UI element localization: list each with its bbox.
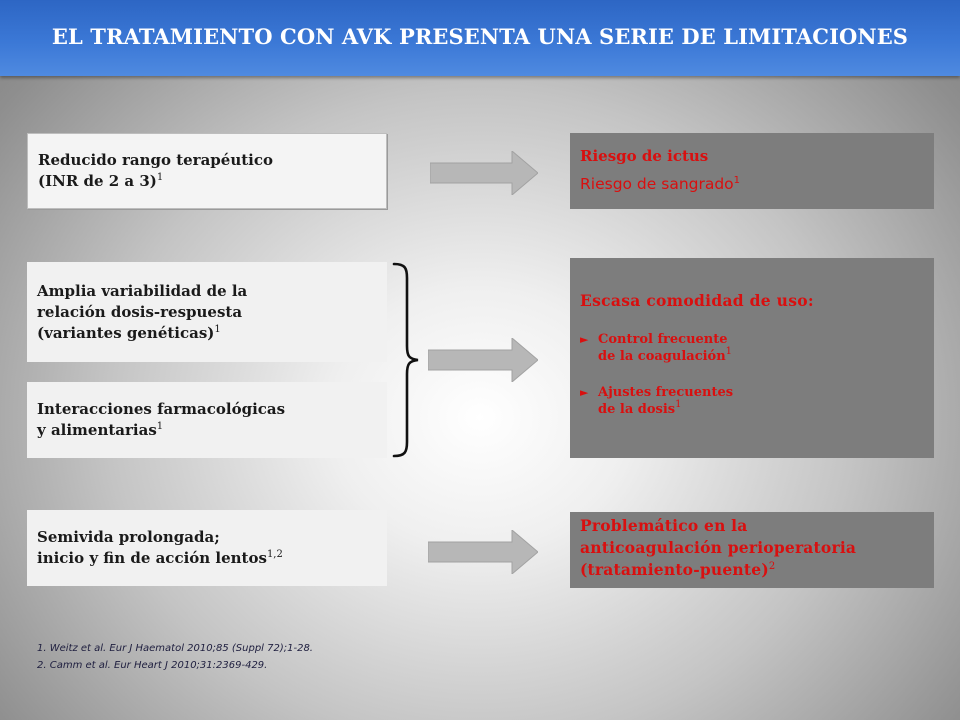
reference-item: 2. Camm et al. Eur Heart J 2010;31:2369-429. [37,660,268,671]
reference-item: 1. Weitz et al. Eur J Haematol 2010;85 (Suppl 72);1-28. [37,643,313,654]
limitation-variability-box [27,262,387,362]
reference-marker: 1 [733,175,741,186]
consequence-convenience-box [570,258,934,458]
arrow-right-icon [430,151,538,195]
references [37,640,313,674]
reference-marker: 2 [768,561,776,572]
limitation-interactions-line2: y alimentarias$^1$ [37,421,164,439]
perioperative-text: Problemático en la anticoagulación perioperatoria (tratamiento-puente)$^2$ [580,516,857,579]
limitation-half-life-line2: inicio y fin de acción lentos$^{1,2}$ [37,549,283,567]
limitation-narrow-range-line2: (INR de 2 a 3)$^1$ [38,172,164,190]
triangle-bullet-icon: ► [580,386,589,399]
arrow-right-icon [428,530,538,574]
curly-brace-icon [392,262,422,458]
limitation-variability-line2: relación dosis-respuesta [37,302,243,321]
reference-marker: 1 [214,323,221,335]
triangle-bullet-icon: ► [580,333,589,346]
limitation-narrow-range-box [27,133,387,209]
bleeding-risk-text: Riesgo de sangrado$^1$ [580,175,741,193]
reference-marker: 1 [156,421,164,432]
convenience-title: Escasa comodidad de uso: [580,291,814,310]
reference-marker: 1,2 [266,549,283,560]
limitation-half-life-line1: Semivida prolongada; [37,528,220,546]
arrow-right-icon [428,338,538,382]
consequence-bleeding-risk-box [570,133,934,209]
title-bar [0,0,960,76]
limitation-variability-line3: (variantes genéticas)$^1$ [37,323,221,342]
bullet-item-frequent-control: ► Control frecuente de la coagulación$^1$ [580,332,733,364]
slide-title: EL TRATAMIENTO CON AVK PRESENTA UNA SERIE DE LIMITACIONES [51,24,909,49]
reference-marker: 1 [156,172,164,183]
reference-marker: 1 [675,399,682,410]
limitation-interactions-box [27,382,387,458]
reference-marker: 1 [725,346,733,357]
limitation-half-life-box [27,510,387,586]
limitation-variability-line1: Amplia variabilidad de la [37,281,248,300]
bullet-item-dose-adjustment: ► Ajustes frecuentes de la dosis$^1$ [580,385,734,417]
stroke-risk-text: Riesgo de ictus [580,147,709,165]
limitation-interactions-line1: Interacciones farmacológicas [37,400,286,418]
limitation-narrow-range-line1: Reducido rango terapéutico [38,151,273,169]
consequence-perioperative-box [570,512,934,588]
